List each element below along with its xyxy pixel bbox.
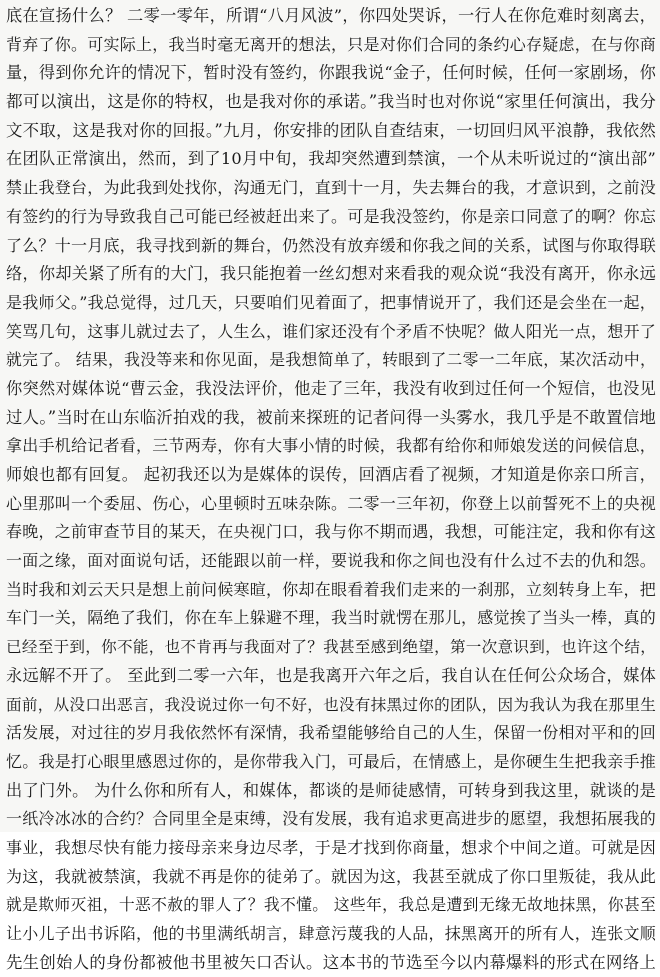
text-line: 文不取，这是我对你的回报。”九月，你安排的团队自查结束，一切回归风平浪静，我依然 — [6, 120, 656, 140]
text-line: 底在宣扬什么？ 二零一零年，所谓“八月风波”，你四处哭诉，一行人在你危难时刻离去， — [6, 6, 656, 25]
text-line: 一面之缘，面对面说句话，还能跟以前一样，要说我和你之间也没有什么过不去的仇和怨。 — [6, 551, 656, 571]
text-line: 了么？十一月底，我寻找到新的舞台，仍然没有放弃缓和你我之间的关系，试图与你取得联 — [6, 235, 656, 255]
text-line: 出了门外。 为什么你和所有人，和媒体，都谈的是师徒感情，可转身到我这里，就谈的是 — [6, 780, 656, 800]
text-line: 事业，我想尽快有能力接母亲来身边尽孝，于是才找到你商量，想求个中间之道。可就是因 — [6, 837, 656, 857]
text-line: 车门一关，隔绝了我们，你在车上躲避不理，我当时就愣在那儿，感觉挨了当头一棒，真的 — [6, 608, 656, 628]
text-line: 春晚，之前审查节目的某天，在央视门口，我与你不期而遇，我想，可能注定，我和你有这 — [6, 522, 656, 542]
text-line: 络，你却关紧了所有的大门，我只能抱着一丝幻想对来看我的观众说“我没有离开，你永远 — [6, 264, 656, 284]
text-line: 活发展，对过往的岁月我依然怀有深情，我希望能够给自己的人生，保留一份相对平和的回 — [6, 723, 656, 743]
text-line: 就是欺师灭祖，十恶不赦的罪人了？我不懂。 这些年，我总是遭到无缘无故地抹黑，你甚至 — [6, 895, 656, 915]
text-line: 量，得到你允许的情况下，暂时没有签约，你跟我说“金子，任何时候，任何一家剧场，你 — [6, 63, 656, 83]
text-line: 在团队正常演出，然而，到了10月中旬，我却突然遭到禁演，一个从未听说过的“演出部” — [6, 149, 656, 169]
text-line: 为这，我就被禁演，我就不再是你的徒弟了。就因为这，我甚至就成了你口里叛徒，我从此 — [6, 866, 656, 886]
text-line: 当时我和刘云天只是想上前问候寒暄，你却在眼看着我们走来的一刹那，立刻转身上车，把 — [6, 579, 656, 599]
text-line: 已经至于到，你不能，也不肯再与我面对了？我甚至感到绝望，第一次意识到，也许这个结， — [6, 638, 656, 657]
text-line: 师娘也都有回复。 起初我还以为是媒体的误传，回酒店看了视频，才知道是你亲口所言， — [6, 465, 656, 484]
text-line: 忆。我是打心眼里感恩过你的，是你带我入门，可最后，在情感上，是你硬生生把我亲手推 — [6, 751, 656, 771]
text-line: 笑骂几句，这事儿就过去了，人生么，谁们家还没有个矛盾不快呢？做人阳光一点，想开了 — [6, 321, 656, 341]
text-line: 背弃了你。可实际上，我当时毫无离开的想法，只是对你们合同的条约心存疑虑，在与你商 — [6, 34, 656, 54]
text-line: 过人。”当时在山东临沂拍戏的我，被前来探班的记者问得一头雾水，我几乎是不敢置信地 — [6, 407, 656, 427]
text-line: 拿出手机给记者看，三节两寿，你有大事小情的时候，我都有给你和师娘发送的问候信息， — [6, 436, 656, 456]
text-line: 你突然对媒体说“曹云金，我没法评价，他走了三年，我没有收到过任何一个短信，也没见 — [6, 378, 656, 398]
text-line: 先生创始人的身份都被他书里被矢口否认。这本书的节选至今以内幕爆料的形式在网络上 — [6, 952, 656, 972]
text-line: 有签约的行为导致我自己可能已经被赶出来了。可是我没签约，你是亲口同意了的啊？你忘 — [6, 206, 656, 226]
text-line: 是我师父。”我总觉得，过几天，只要咱们见着面了，把事情说开了，我们还是会坐在一起， — [6, 292, 656, 312]
document-text — [6, 2, 656, 977]
text-line: 禁止我登台，为此我到处找你，沟通无门，直到十一月，失去舞台的我，才意识到，之前没 — [6, 178, 656, 198]
text-line: 一纸冷冰冰的合约？合同里全是束缚，没有发展，我有追求更高进步的愿望，我想拓展我的 — [6, 809, 656, 829]
text-line: 永远解不开了。 至此到二零一六年，也是我离开六年之后，我自认在任何公众场合，媒体 — [6, 665, 656, 685]
text-line: 都可以演出，这是你的特权，也是我对你的承诺。”我当时也对你说“家里任何演出，我分 — [6, 92, 656, 112]
text-line: 面前，从没口出恶言，我没说过你一句不好，也没有抹黑过你的团队，因为我认为我在那里生 — [6, 695, 656, 714]
text-line: 心里那叫一个委屈、伤心，心里顿时五味杂陈。二零一三年初，你登上以前誓死不上的央视 — [6, 493, 656, 513]
text-line: 就完了。 结果，我没等来和你见面，是我想简单了，转眼到了二零一二年底，某次活动中， — [6, 350, 656, 370]
text-line: 让小儿子出书诉陷，他的书里满纸胡言，肆意污蔑我的人品，抹黑离开的所有人，连张文顺 — [6, 924, 656, 943]
